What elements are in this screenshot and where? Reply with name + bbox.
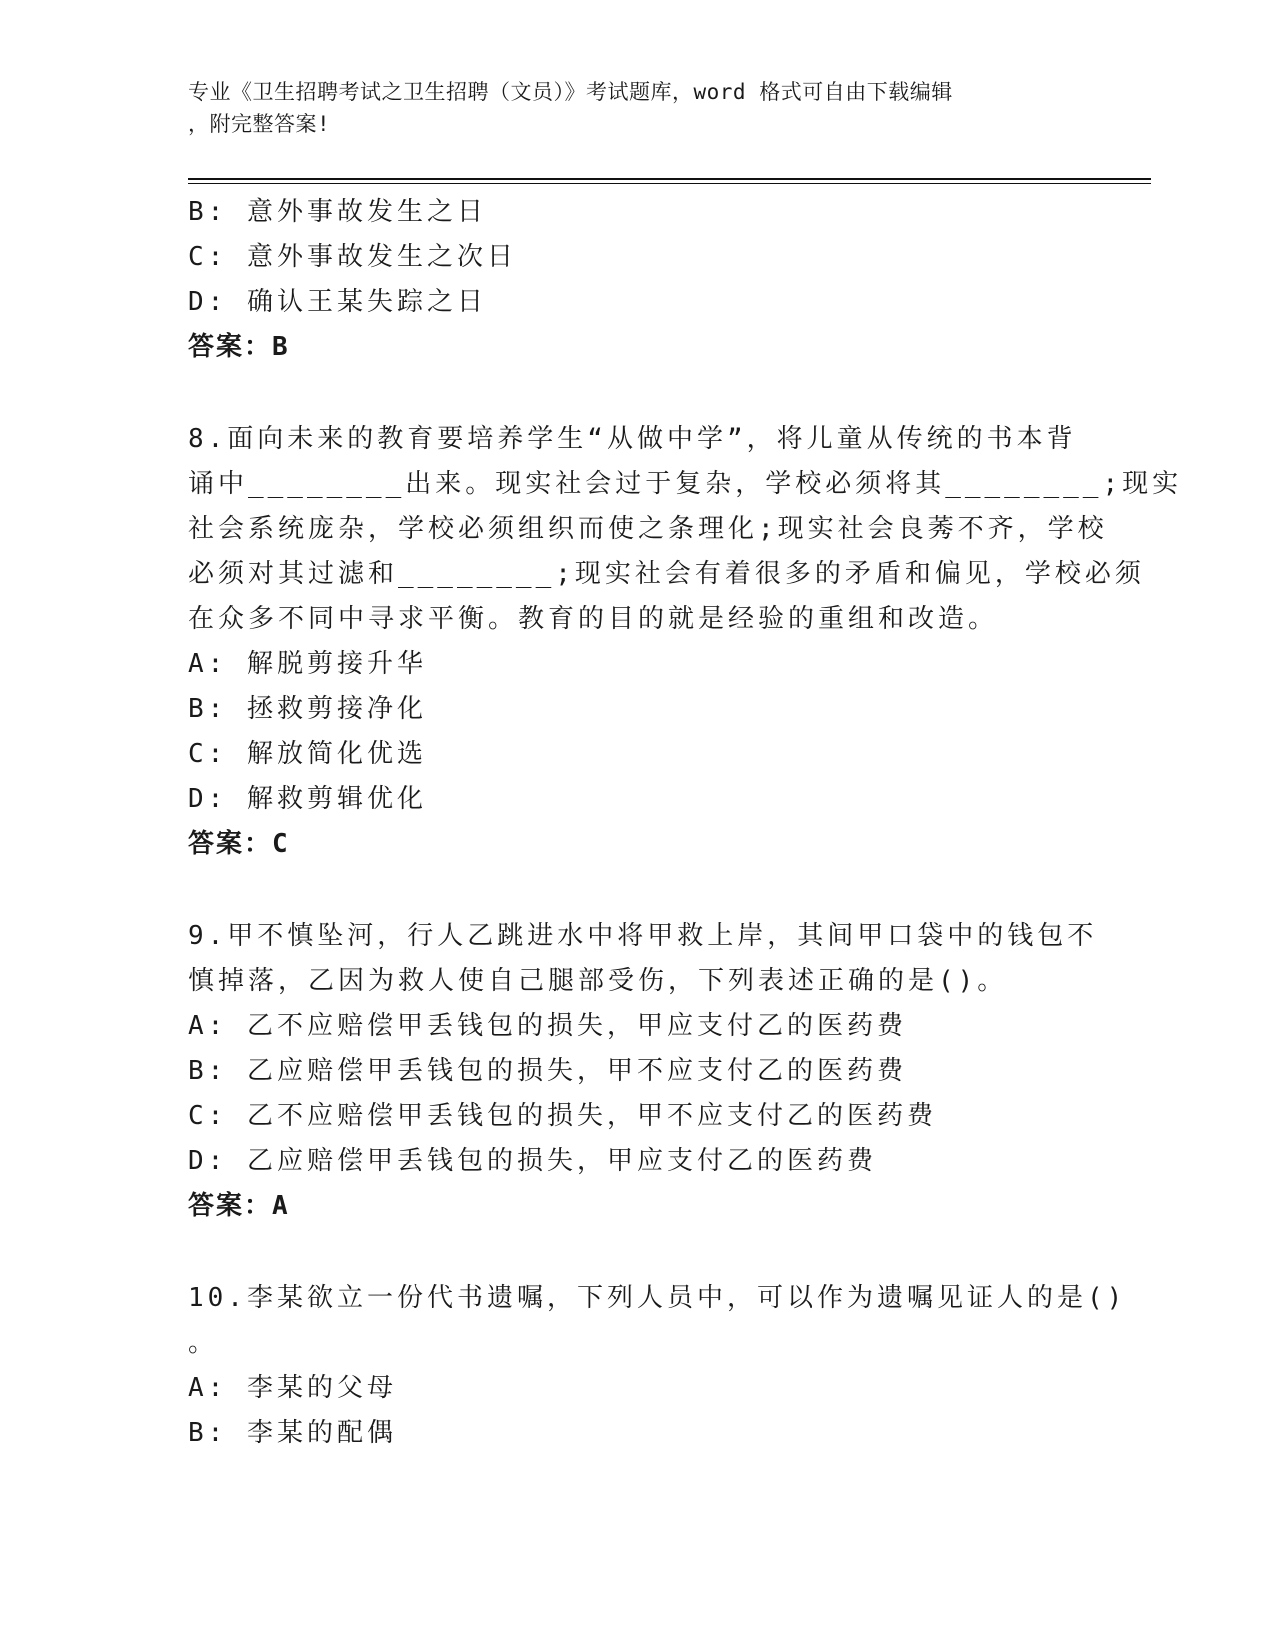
question-line: 必须对其过滤和________;现实社会有着很多的矛盾和偏见，学校必须 [188, 559, 1145, 589]
option-c: C: 解放简化优选 [188, 739, 427, 769]
option-d: D: 确认王某失踪之日 [188, 287, 487, 317]
question-line: 诵中________出来。现实社会过于复杂，学校必须将其________;现实 [188, 469, 1183, 499]
header-rule-thin [188, 183, 1151, 184]
option-b: B: 乙应赔偿甲丢钱包的损失，甲不应支付乙的医药费 [188, 1056, 907, 1086]
question-line: 在众多不同中寻求平衡。教育的目的就是经验的重组和改造。 [188, 604, 999, 634]
header-line-1: 专业《卫生招聘考试之卫生招聘（文员）》考试题库，word 格式可自由下载编辑 [188, 80, 953, 104]
option-b: B: 拯救剪接净化 [188, 694, 427, 724]
question-10 [188, 1276, 1127, 1456]
option-c: C: 意外事故发生之次日 [188, 242, 517, 272]
question-text [188, 914, 1098, 1004]
question-line: 社会系统庞杂，学校必须组织而使之条理化;现实社会良莠不齐，学校 [188, 514, 1108, 544]
question-line: 。 [188, 1328, 219, 1358]
option-b: B: 意外事故发生之日 [188, 197, 487, 227]
answer: 答案：C [188, 829, 290, 859]
question-line: 慎掉落，乙因为救人使自己腿部受伤，下列表述正确的是()。 [188, 966, 1008, 996]
option-d: D: 乙应赔偿甲丢钱包的损失，甲应支付乙的医药费 [188, 1146, 877, 1176]
option-b: B: 李某的配偶 [188, 1418, 397, 1448]
document-header [188, 76, 1088, 140]
option-a: A: 乙不应赔偿甲丢钱包的损失，甲应支付乙的医药费 [188, 1011, 907, 1041]
answer: 答案：B [188, 332, 290, 362]
option-a: A: 李某的父母 [188, 1373, 397, 1403]
question-8 [188, 417, 1183, 867]
question-9 [188, 914, 1098, 1229]
option-c: C: 乙不应赔偿甲丢钱包的损失，甲不应支付乙的医药费 [188, 1101, 937, 1131]
question-7 [188, 190, 1088, 370]
header-line-2: ，附完整答案! [188, 112, 331, 136]
question-line: 8.面向未来的教育要培养学生“从做中学”，将儿童从传统的书本背 [188, 424, 1077, 454]
option-d: D: 解救剪辑优化 [188, 784, 427, 814]
question-content [188, 190, 1183, 1456]
question-text [188, 417, 1183, 642]
answer: 答案：A [188, 1191, 290, 1221]
header-rule-thick [188, 178, 1151, 180]
option-a: A: 解脱剪接升华 [188, 649, 427, 679]
question-line: 10.李某欲立一份代书遗嘱，下列人员中，可以作为遗嘱见证人的是() [188, 1283, 1127, 1313]
question-line: 9.甲不慎坠河，行人乙跳进水中将甲救上岸，其间甲口袋中的钱包不 [188, 921, 1098, 951]
question-text [188, 1276, 1127, 1366]
